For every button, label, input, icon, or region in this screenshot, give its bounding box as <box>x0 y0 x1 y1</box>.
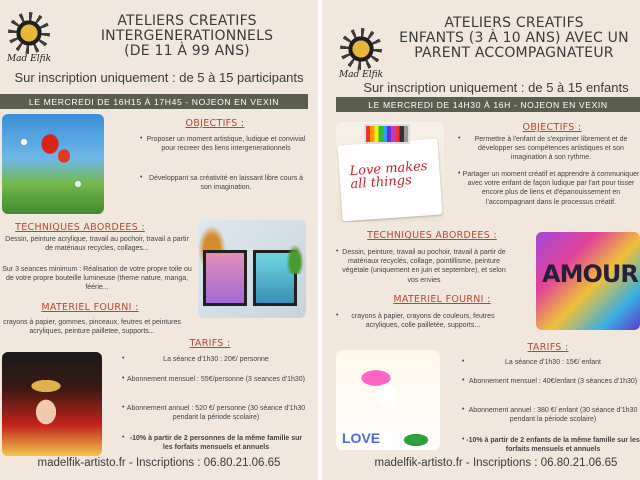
tarifs-title: TARIFS : <box>189 338 231 349</box>
subtitle: Sur inscription uniquement : de 5 à 15 participants <box>14 70 304 85</box>
tarif-item: Abonnement mensuel : 55€/personne (3 seances d'1h30) <box>126 376 305 383</box>
unicorn-drawing-image: LOVE <box>336 350 440 450</box>
footer-contact: madelfik-artisto.fr - Inscriptions : 06.80.21.06.65 <box>374 457 618 469</box>
framed-artworks-image <box>198 220 306 318</box>
bullet: • <box>122 355 125 362</box>
graffiti-artwork-image: AMOUR <box>536 232 640 330</box>
materiel-text: crayons à papier, gommes, pinceaux, feutres et peintures acryliques, peinture pailletee, supports... <box>3 319 181 336</box>
bullet: • <box>462 406 465 413</box>
objectifs-title: OBJECTIFS : <box>522 122 582 133</box>
tarif-item: Abonnement annuel : 520 €/ personne (30 séance d'1h30 pendant la période scolaire) <box>126 405 306 422</box>
technique-item: Sur 3 seances minimum : Réalisation de votre propre toile ou de votre propre bouteille lumineuse (theme nature, manga, féérie... <box>2 266 192 292</box>
tarif-item: Abonnement mensuel : 40€/enfant (3 séances d'1h30) <box>468 378 638 385</box>
bullet: • <box>458 135 461 142</box>
bullet: • <box>336 248 339 255</box>
techniques-title: TECHNIQUES ABORDEES : <box>15 222 145 233</box>
bullet: • <box>462 436 465 443</box>
technique-item: Dessin, peinture acrylique, travail au pochoir, travail a partir de matériaux recycles, collages... <box>5 236 189 253</box>
page-title: ATELIERS CREATIFS ENFANTS (3 À 10 ANS) AVEC UN PARENT ACCOMPAGNATEUR <box>399 15 629 61</box>
tarif-discount: -10% à partir de 2 personnes de la même famille sur les forfaits mensuels et annuels <box>129 435 303 452</box>
tarif-item: Abonnement annuel : 380 €/ enfant (30 séance d'1h30 pendant la période scolaire) <box>468 407 638 424</box>
materiel-text: crayons à papier, crayons de couleurs, feutres acryliques, colle pailletée, supports... <box>351 313 495 330</box>
madelfik-logo: Mad Elfik <box>4 14 54 72</box>
subtitle: Sur inscription uniquement : de 5 à 15 enfants <box>363 80 629 95</box>
madelfik-logo: Mad Elfik <box>336 30 386 88</box>
objectif-item: Permettre à l'enfant de s'exprimer librement et de développer ses compétences artistiques et son imagination à son rythme. <box>474 136 628 162</box>
objectifs-title: OBJECTIFS : <box>185 118 245 129</box>
page-title: ATELIERS CREATIFS INTERGENERATIONNELS (DE 11 À 99 ANS) <box>100 13 274 59</box>
bullet: • <box>122 404 125 411</box>
pirate-painting-image <box>2 352 102 456</box>
materiel-title: MATERIEL FOURNI : <box>393 294 491 305</box>
tarif-discount: -10% à partir de 2 enfants de la même famille sur les forfaits mensuels et annuels <box>466 437 640 454</box>
bullet: • <box>140 135 143 142</box>
tarif-item: La séance d'1h30 : 15€/ enfant <box>505 359 601 366</box>
love-drawing-image: Love makes all things <box>336 122 444 222</box>
schedule-band: LE MERCREDI DE 16H15 À 17H45 - NOJEON EN VEXIN <box>0 94 308 109</box>
objectif-item: Proposer un moment artistique, ludique et convivial pour recreer des liens intergenerationnels <box>146 136 306 153</box>
bullet: • <box>122 434 125 441</box>
objectif-item: Développant sa créativité en laissant libre cours à son imagination. <box>148 175 304 192</box>
bullet: • <box>122 375 125 382</box>
bullet: • <box>458 170 461 177</box>
technique-item: Dessin, peinture, travail au pochoir, travail à partir de matériaux recyclés, collage, pointillisme, peinture végétale (uniquement en juin et septembre), et selon vos envies <box>342 249 506 284</box>
bullet: • <box>462 377 465 384</box>
footer-contact: madelfik-artisto.fr - Inscriptions : 06.80.21.06.65 <box>37 457 281 469</box>
poppy-painting-image <box>2 114 104 214</box>
bullet: • <box>462 358 465 365</box>
schedule-band: LE MERCREDI DE 14H30 À 16H - NOJEON EN VEXIN <box>336 97 640 112</box>
tarif-item: La séance d'1h30 : 20€/ personne <box>163 356 269 363</box>
techniques-title: TECHNIQUES ABORDEES : <box>367 230 497 241</box>
bullet: • <box>140 174 143 181</box>
tarifs-title: TARIFS : <box>527 342 569 353</box>
flyer-intergenerational <box>0 0 318 480</box>
bullet: • <box>336 312 339 319</box>
objectif-item: Partager un moment créatif et apprendre à communiquer avec votre enfant de façon ludique par l'art pour tisser encore plus de liens et d'épanouissement en l'accompagnant dans le processus créatif. <box>462 171 640 206</box>
flyer-children <box>322 0 640 480</box>
materiel-title: MATERIEL FOURNI : <box>41 302 139 313</box>
